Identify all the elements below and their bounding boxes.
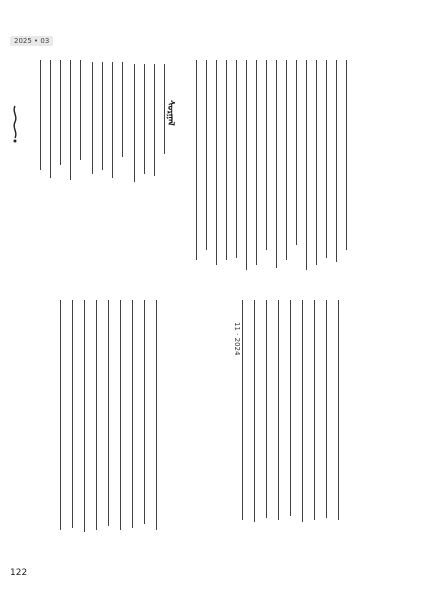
issue-number: 11 — [233, 322, 241, 331]
section-heading: ᠰᠤᠷᠭᠠᠯ — [165, 100, 175, 126]
issue-info: 11 · 2024 — [233, 322, 241, 356]
issue-year: 2024 — [233, 337, 241, 356]
page-number: 122 — [10, 568, 28, 578]
issue-badge: 2025 • 03 — [10, 36, 53, 46]
side-ornament-icon — [8, 104, 22, 144]
